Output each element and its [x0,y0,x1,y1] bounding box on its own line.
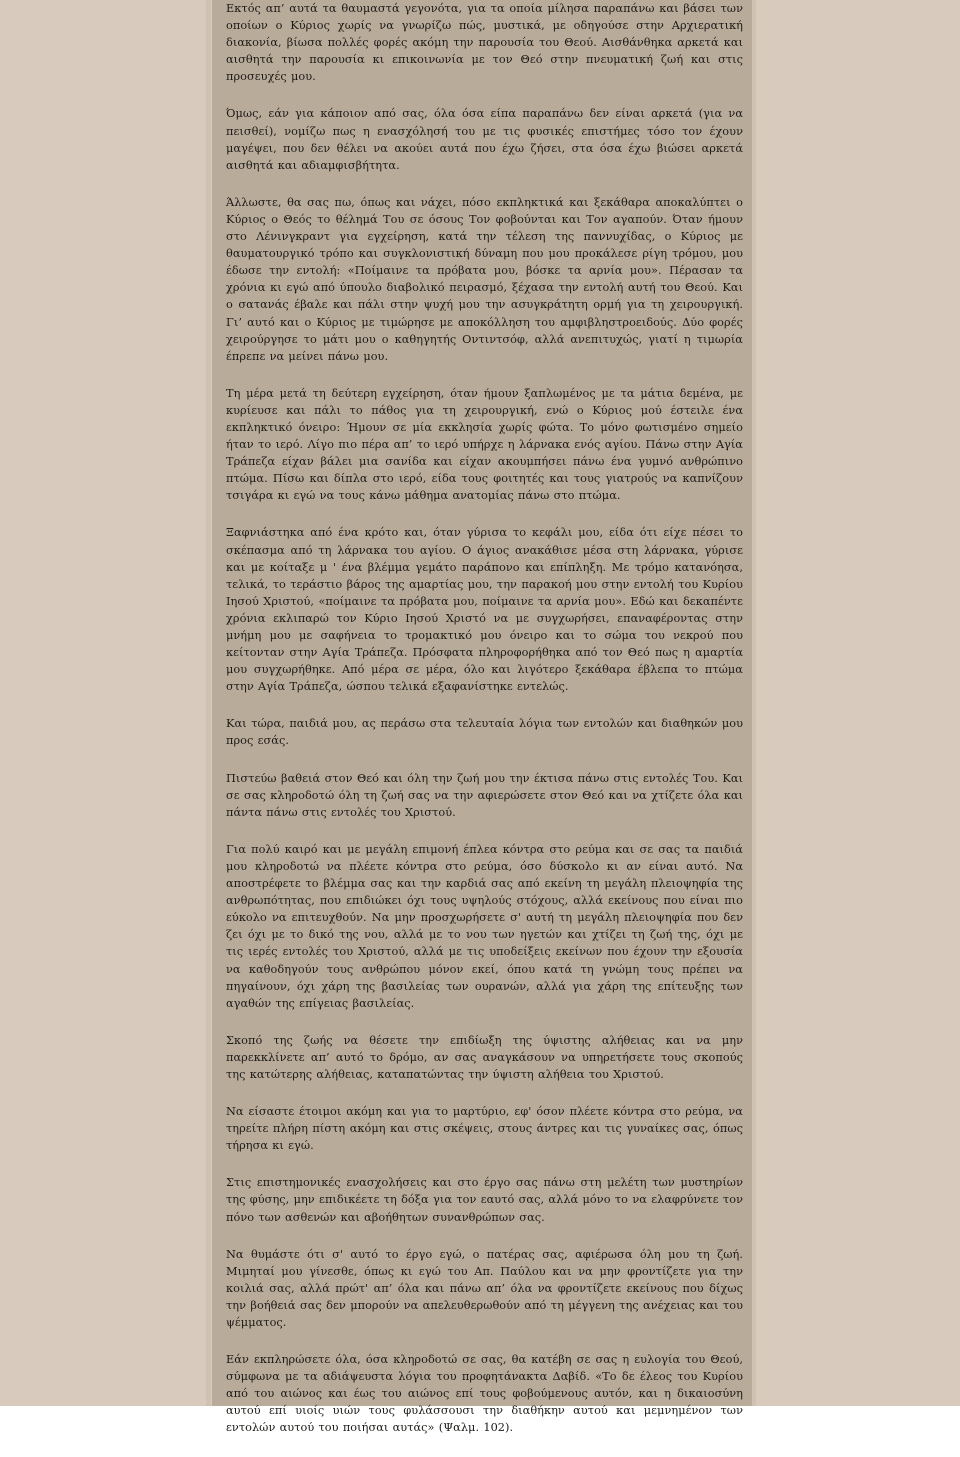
paragraph-natural-sciences: Όμως, εάν για κάποιον από σας, όλα όσα είπα παραπάνω δεν είναι αρκετά (για να πεισθεί), νομίζω πως η ενασχόλησή του με τις φυσικές επιστήμες τόσο τον έχουν μαγέψει, που δεν θέλει να ακούει αυτά που έχω ζήσει, στα όσα έχω βιώσει αρκετά αισθητά και αδιαμφισβήτητα. [226,107,743,172]
paragraph-martyrdom: Να είσαστε έτοιμοι ακόμη και για το μαρτύριο, εφ' όσον πλέετε κόντρα στο ρεύμα, να τηρείτε πλήρη πίστη ακόμη και στις σκέψεις, στους άντρες και τις γυναίκες σας, όπως τήρησα κι εγώ. [226,1105,743,1153]
left-page-edge [206,0,211,1406]
right-margin-band [752,0,960,1406]
left-margin-band [0,0,212,1406]
paragraph-blessing: Εάν εκπληρώσετε όλα, όσα κληροδοτώ σε σας, θα κατέβη σε σας η ευλογία του Θεού, σύμφωνα με τα αδιάψευστα λόγια του προφητάνακτα Δαβίδ. «Το δε έλεος του Κυρίου από του αιώνος και έως του αιώνος επί τους φοβούμενους αυτόν, και η δικαιοσύνη αυτού επί υιοίς υιών τους φυλάσσουσι την διαθήκην αυτού και μεμνημένον των εντολών αυτού του ποιήσαι αυτάς» (Ψαλμ. 102). [226,1353,743,1435]
document-page [212,0,752,1435]
paragraph-remember: Να θυμάστε ότι σ' αυτό το έργο εγώ, ο πατέρας σας, αφιέρωσα όλη μου τη ζωή. Μιμηταί μου γίνεσθε, όπως κι εγώ του Απ. Παύλου και να μην φροντίζετε για την κοιλιά σας, αλλά πρώτ' απ’ όλα και πάνω απ’ όλα να φροντίζετε εκείνους που δίχως την βοήθειά σας δεν μπορούν να απελευθερωθούν από τη μέγγενη της ανέχειας και του ψέμματος. [226,1247,743,1329]
right-page-edge [752,0,756,1406]
paragraph-dream: Τη μέρα μετά τη δεύτερη εγχείρηση, όταν ήμουν ξαπλωμένος με τα μάτια δεμένα, με κυρίευσε και πάλι το πάθος για τη χειρουργική, ενώ ο Κύριος μού έστειλε ένα εκπληκτικό όνειρο: Ήμουν σε μία εκκλησία χωρίς φώτα. Το μόνο φωτισμένο σημείο ήταν το ιερό. Λίγο πιο πέρα απ’ το ιερό υπήρχε η λάρνακα ενός αγίου. Πάνω στην Αγία Τράπεζα είχαν βάλει μια σανίδα και είχαν ακουμπήσει πάνω ένα γυμνό ανθρώπινο πτώμα. Πίσω και δίπλα στο ιερό, είδα τους φοιτητές και τους γιατρούς να καπνίζουν τσιγάρα κι εγώ να τους κάνω μάθημα ανατομίας πάνω στο πτώμα. [226,386,743,503]
document-body [226,0,743,1457]
paragraph-scientific-work: Στις επιστημονικές ενασχολήσεις και στο έργο σας πάνω στη μελέτη των μυστηρίων της φύσης, μην επιδικέετε τη δόξα για τον εαυτό σας, αλλά μόνο το να ελαφρύνετε τον πόνο των ασθενών και αβοήθητων συνανθρώπων σας. [226,1176,743,1224]
paragraph-highest-truth: Σκοπό της ζωής να θέσετε την επιδίωξη της ύψιστης αλήθειας και να μην παρεκκλίνετε απ’ αυτό το δρόμο, αν σας αναγκάσουν να υπηρετήσετε τους σκοπούς της κατώτερης αλήθειας, καταπατώντας την ύψιστη αλήθεια του Χριστού. [226,1033,743,1081]
paragraph-faith-in-god: Πιστεύω βαθειά στον Θεό και όλη την ζωή μου την έκτισα πάνω στις εντολές Του. Και σε σας κληροδοτώ όλη τη ζωή σας να την αφιερώσετε στον Θεό και να χτίζετε όλα και πάντα πάνω στις εντολές του Χριστού. [226,771,743,819]
paragraph-leningrad-command: Άλλωστε, θα σας πω, όπως και νάχει, πόσο εκπληκτικά και ξεκάθαρα αποκαλύπτει ο Κύριος ο Θεός το θέλημά Του σε όσους Τον φοβούνται και Τον αγαπούν. Όταν ήμουν στο Λένινγκραντ για εγχείρηση, κατά την τέλεση της παννυχίδας, ο Κύριος με θαυματουργικό τρόπο και συγκλονιστική δύναμη που μου προκάλεσε ρίγη τρόμου, μου έδωσε την εντολή: «Ποίμαινε τα πρόβατα μου, βόσκε τα αρνία μου». Πέρασαν τα χρόνια κι εγώ από ύπουλο διαβολικό πειρασμό, ξέχασα την εντολή αυτή του Θεού. Και ο σατανάς έβαλε και πάλι στην ψυχή μου την ασυγκράτητη ορμή για τη χειρουργική. Γι’ αυτό και ο Κύριος με τιμώρησε με αποκόλληση του αμφιβληστροειδούς. Δύο φορές χειρούργησε το μάτι μου ο καθηγητής Οντιντσόφ, αλλά ανεπιτυχώς, γιατί η τιμωρία έπρεπε να μείνει πάνω μου. [226,195,743,363]
paragraph-presence-of-god: Εκτός απ’ αυτά τα θαυμαστά γεγονότα, για τα οποία μίλησα παραπάνω και βάσει των οποίων ο Κύριος χωρίς να γνωρίζω πώς, μυστικά, με οδηγούσε στην Αρχιερατική διακονία, βίωσα πολλές φορές ακόμη την παρουσία του Θεού. Αισθάνθηκα αρκετά και αισθητά την παρουσία κι επικοινωνία με τον Θεό στην πνευματική ζωή και στις προσευχές μου. [226,2,743,84]
paragraph-saint-rebuke: Ξαφνιάστηκα από ένα κρότο και, όταν γύρισα το κεφάλι μου, είδα ότι είχε πέσει το σκέπασμα από τη λάρνακα του αγίου. Ο άγιος ανακάθισε μέσα στη λάρνακα, γύρισε και με κοίταξε μ ' ένα βλέμμα γεμάτο παράπονο και επίπληξη. Με τρόμο κατανόησα, τελικά, το τεράστιο βάρος της αμαρτίας μου, την παρακοή μου στην εντολή του Κυρίου Ιησού Χριστού, «ποίμαινε τα πρόβατα μου, ποίμαινε τα αρνία μου». Εδώ και δεκαπέντε χρόνια εκλιπαρώ τον Κύριο Ιησού Χριστό να με συγχωρήσει, επαναφέροντας στην μνήμη μου με σαφήνεια το τρομακτικό μου όνειρο και το σώμα του νεκρού που κείτονταν στην Αγία Τράπεζα. Πρόσφατα πληροφορήθηκα από τον Θεό πως η αμαρτία μου συγχωρήθηκε. Από μέρα σε μέρα, όλο και λιγότερο ξεκάθαρα έβλεπα το πτώμα στην Αγία Τράπεζα, ώσπου τελικά εξαφανίστηκε εντελώς. [226,526,743,694]
paragraph-against-the-current: Για πολύ καιρό και με μεγάλη επιμονή έπλεα κόντρα στο ρεύμα και σε σας τα παιδιά μου κληροδοτώ να πλέετε κόντρα στο ρεύμα, όσο δύσκολο κι αν είναι αυτό. Να αποστρέφετε το βλέμμα σας και την καρδιά σας από εκείνη τη μεγάλη πλειοψηφία της ανθρωπότητας, που επιδιώκει όχι τους υψηλούς στόχους, αλλά εκείνους που είναι πιο εύκολο να επιτευχθούν. Να μην προσχωρήσετε σ' αυτή τη μεγάλη πλειοψηφία που δεν ζει όχι με το δικό της νου, αλλά με το νου των ηγετών και χτίζει τη ζωή της, όχι με τις ιερές εντολές του Χριστού, αλλά με τις υποδείξεις εκείνων που έχουν την εξουσία να καθοδηγούν τους ανθρώπου μόνον εκεί, όπου κατά τη γνώμη τους πρέπει να πηγαίνουν, όχι χάρη της βασιλείας των ουρανών, αλλά για χάρη της επίτευξης των αγαθών της επίγειας βασιλείας. [226,842,743,1010]
paragraph-final-words-intro: Και τώρα, παιδιά μου, ας περάσω στα τελευταία λόγια των εντολών και διαθηκών μου προς εσάς. [226,717,743,748]
